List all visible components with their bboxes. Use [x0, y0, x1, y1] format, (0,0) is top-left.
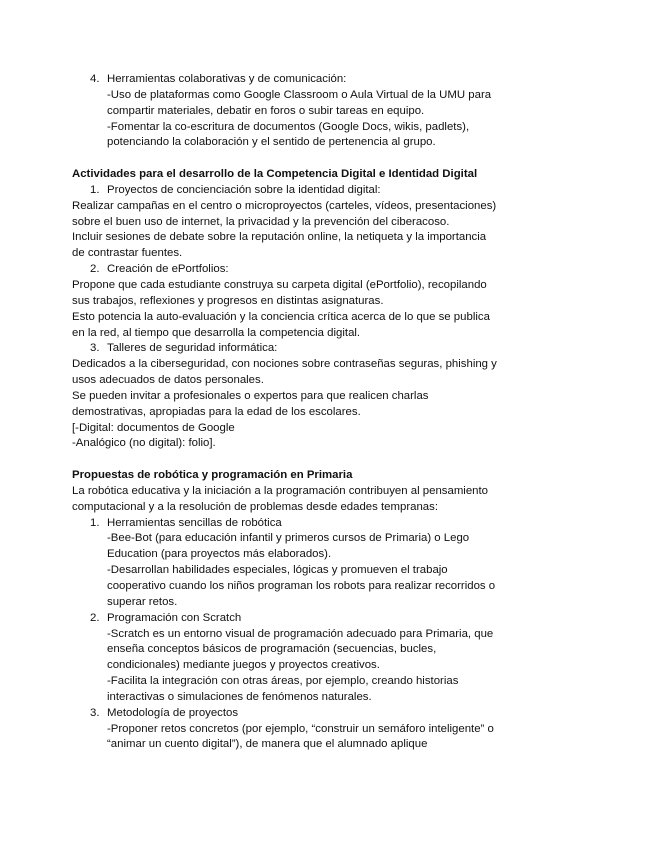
list-item-line: cooperativo cuando los niños programan los robots para realizar recorridos o: [107, 580, 496, 592]
list-item-line: -Bee-Bot (para educación infantil y primeros cursos de Primaria) o Lego: [107, 532, 470, 545]
list-item-header: [72, 706, 532, 722]
list-item-line: “animar un cuento digital”), de manera que el alumnado aplique: [107, 738, 428, 751]
list-item-header: [72, 262, 532, 278]
spacer: [72, 151, 532, 167]
list-item-line: -Uso de plataformas como Google Classroom o Aula Virtual de la UMU para: [107, 88, 492, 101]
document-body: [72, 72, 532, 753]
list-item-line: compartir materiales, debatir en foros o subir tareas en equipo.: [107, 104, 425, 117]
paragraph-line: sus trabajos, reflexiones y progresos en distintas asignaturas.: [72, 294, 384, 307]
paragraph-line: [-Digital: documentos de Google: [72, 421, 235, 434]
list-number: 2.: [90, 263, 100, 276]
list-item-title: Herramientas sencillas de robótica: [107, 516, 282, 529]
paragraph-line: de contrastar fuentes.: [72, 247, 183, 260]
list-item-line: potenciando la colaboración y el sentido de pertenencia al grupo.: [107, 136, 436, 149]
list-number: 1.: [90, 183, 100, 196]
paragraph-line: en la red, al tiempo que desarrolla la competencia digital.: [72, 326, 361, 339]
spacer: [72, 452, 532, 468]
section-heading: Propuestas de robótica y programación en Primaria: [72, 469, 353, 482]
paragraph-line: Dedicados a la ciberseguridad, con nociones sobre contraseñas seguras, phishing y: [72, 358, 497, 371]
paragraph-line: Se pueden invitar a profesionales o expertos para que realicen charlas: [72, 389, 429, 402]
list-item-title: Metodología de proyectos: [107, 706, 239, 719]
paragraph-line: sobre el buen uso de internet, la privacidad y la prevención del ciberacoso.: [72, 215, 450, 228]
list-item-line: Education (para proyectos más elaborados).: [107, 548, 332, 561]
list-item-header: [72, 341, 532, 357]
list-item-line: -Scratch es un entorno visual de programación adecuado para Primaria, que: [107, 627, 494, 640]
section-heading: Actividades para el desarrollo de la Competencia Digital e Identidad Digital: [72, 168, 478, 181]
paragraph-line: usos adecuados de datos personales.: [72, 374, 264, 387]
list-number: 2.: [90, 611, 100, 624]
list-item-line: enseña conceptos básicos de programación (secuencias, bucles,: [107, 643, 437, 656]
list-number: 4.: [90, 73, 100, 85]
list-item-line: superar retos.: [107, 595, 178, 608]
list-item-header: [72, 611, 532, 627]
list-item-line: -Fomentar la co-escritura de documentos (Google Docs, wikis, padlets),: [107, 120, 470, 133]
list-item-title: Creación de ePortfolios:: [107, 263, 229, 276]
list-number: 3.: [90, 342, 100, 355]
list-item-line: -Proponer retos concretos (por ejemplo, “construir un semáforo inteligente” o: [107, 722, 494, 735]
list-item-line: -Desarrollan habilidades especiales, lógicas y promueven el trabajo: [107, 564, 448, 577]
list-item-header: [72, 183, 532, 199]
paragraph-line: demostrativas, apropiadas para la edad de los escolares.: [72, 405, 361, 418]
list-item-line: interactivas o simulaciones de fenómenos naturales.: [107, 690, 372, 703]
list-item-header: [72, 72, 532, 88]
paragraph-line: -Analógico (no digital): folio].: [72, 437, 216, 450]
list-item-line: condicionales) mediante juegos y proyectos creativos.: [107, 659, 380, 672]
paragraph-line: Incluir sesiones de debate sobre la reputación online, la netiqueta y la importancia: [72, 231, 487, 244]
list-item-header: [72, 516, 532, 532]
list-item-title: Talleres de seguridad informática:: [107, 342, 278, 355]
paragraph-line: La robótica educativa y la iniciación a la programación contribuyen al pensamiento: [72, 484, 489, 497]
list-item-title: Programación con Scratch: [107, 611, 242, 624]
list-item-title: Proyectos de concienciación sobre la identidad digital:: [107, 183, 381, 196]
paragraph-line: computacional y a la resolución de problemas desde edades tempranas:: [72, 500, 438, 513]
list-item-line: -Facilita la integración con otras áreas, por ejemplo, creando historias: [107, 675, 459, 688]
paragraph-line: Propone que cada estudiante construya su carpeta digital (ePortfolio), recopilando: [72, 278, 487, 291]
paragraph-line: Realizar campañas en el centro o microproyectos (carteles, vídeos, presentaciones): [72, 199, 497, 212]
list-item-title: Herramientas colaborativas y de comunicación:: [107, 73, 347, 85]
list-number: 3.: [90, 706, 100, 719]
list-number: 1.: [90, 516, 100, 529]
paragraph-line: Esto potencia la auto-evaluación y la conciencia crítica acerca de lo que se publica: [72, 310, 490, 323]
